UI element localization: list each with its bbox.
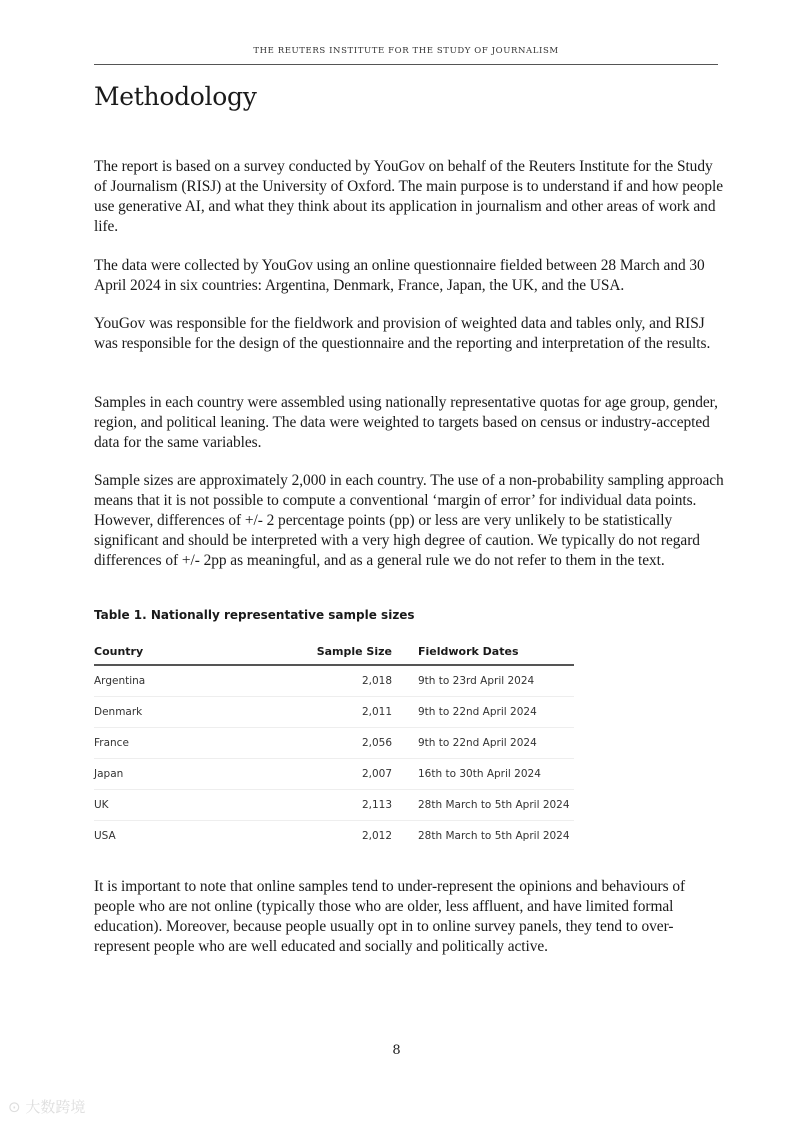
cell-country: UK bbox=[94, 790, 294, 821]
cell-country: France bbox=[94, 728, 294, 759]
cell-sample-size: 2,011 bbox=[294, 697, 418, 728]
watermark-logo: ⊙ 大数跨境 bbox=[8, 1098, 86, 1116]
watermark-text: 大数跨境 bbox=[25, 1098, 86, 1116]
cell-country: Japan bbox=[94, 759, 294, 790]
cell-sample-size: 2,012 bbox=[361, 830, 392, 842]
cell-sample-size: 2,113 bbox=[294, 790, 418, 821]
header-rule bbox=[94, 64, 718, 65]
table-row bbox=[94, 728, 574, 759]
table-row bbox=[94, 821, 574, 852]
cell-fieldwork-dates: 9th to 22nd April 2024 bbox=[418, 728, 574, 759]
table-row bbox=[94, 790, 574, 821]
table-row bbox=[94, 759, 574, 790]
cell-fieldwork-dates: 9th to 23rd April 2024 bbox=[418, 665, 574, 697]
cell-fieldwork-dates: 28th March to 5th April 2024 bbox=[418, 790, 574, 821]
paragraph: The data were collected by YouGov using an online questionnaire fielded between 28 March and 30 April 2024 in six countries: Argentina, Denmark, France, Japan, the UK, and the USA. bbox=[94, 257, 705, 294]
paragraph: Samples in each country were assembled using nationally representative quotas for age group, gender, region, and political leaning. The data were weighted to targets based on census or industry-accepted data for the same variables. bbox=[94, 394, 718, 451]
table-row bbox=[94, 665, 574, 697]
cell-country: Argentina bbox=[94, 665, 294, 697]
cell-fieldwork-dates: 16th to 30th April 2024 bbox=[418, 759, 574, 790]
sample-size-table bbox=[94, 638, 574, 851]
cell-country: USA bbox=[94, 830, 116, 842]
column-header-country: Country bbox=[94, 638, 294, 665]
paragraph: The report is based on a survey conducted by YouGov on behalf of the Reuters Institute for the Study of Journalism (RISJ) at the University of Oxford. The main purpose is to understand if and how people use generative AI, and what they think about its application in journalism and other areas of work and life. bbox=[94, 158, 723, 235]
cell-fieldwork-dates: 9th to 22nd April 2024 bbox=[418, 697, 574, 728]
paragraph: Sample sizes are approximately 2,000 in each country. The use of a non-probability sampling approach means that it is not possible to compute a conventional ‘margin of error’ for individual data points. However, differences of +/- 2 percentage points (pp) or less are very unlikely to be statistically significant and should be interpreted with a very high degree of caution. We typically do not regard differences of +/- 2pp as meaningful, and as a general rule we do not refer to them in the text. bbox=[94, 472, 724, 569]
cell-country: Denmark bbox=[94, 697, 294, 728]
page-title: Methodology bbox=[94, 82, 257, 111]
paragraph: It is important to note that online samples tend to under-represent the opinions and behaviours of people who are not online (typically those who are older, less affluent, and have limited formal education). Moreover, because people usually opt in to online survey panels, they tend to over-represent people who are well educated and socially and politically active. bbox=[94, 878, 686, 955]
paragraph: YouGov was responsible for the fieldwork and provision of weighted data and tables only, and RISJ was responsible for the design of the questionnaire and the reporting and interpretation of the results. bbox=[94, 315, 711, 352]
cell-sample-size: 2,056 bbox=[294, 728, 418, 759]
table-title: Table 1. Nationally representative sample sizes bbox=[94, 608, 415, 622]
table-row bbox=[94, 697, 574, 728]
table-header-row bbox=[94, 638, 574, 665]
cell-fieldwork-dates: 28th March to 5th April 2024 bbox=[418, 830, 570, 842]
column-header-sample-size: Sample Size bbox=[294, 638, 418, 665]
running-header: THE REUTERS INSTITUTE FOR THE STUDY OF JOURNALISM bbox=[253, 46, 559, 56]
page-number: 8 bbox=[392, 1043, 401, 1058]
cell-sample-size: 2,007 bbox=[294, 759, 418, 790]
column-header-fieldwork-dates: Fieldwork Dates bbox=[418, 638, 574, 665]
cell-sample-size: 2,018 bbox=[294, 665, 418, 697]
